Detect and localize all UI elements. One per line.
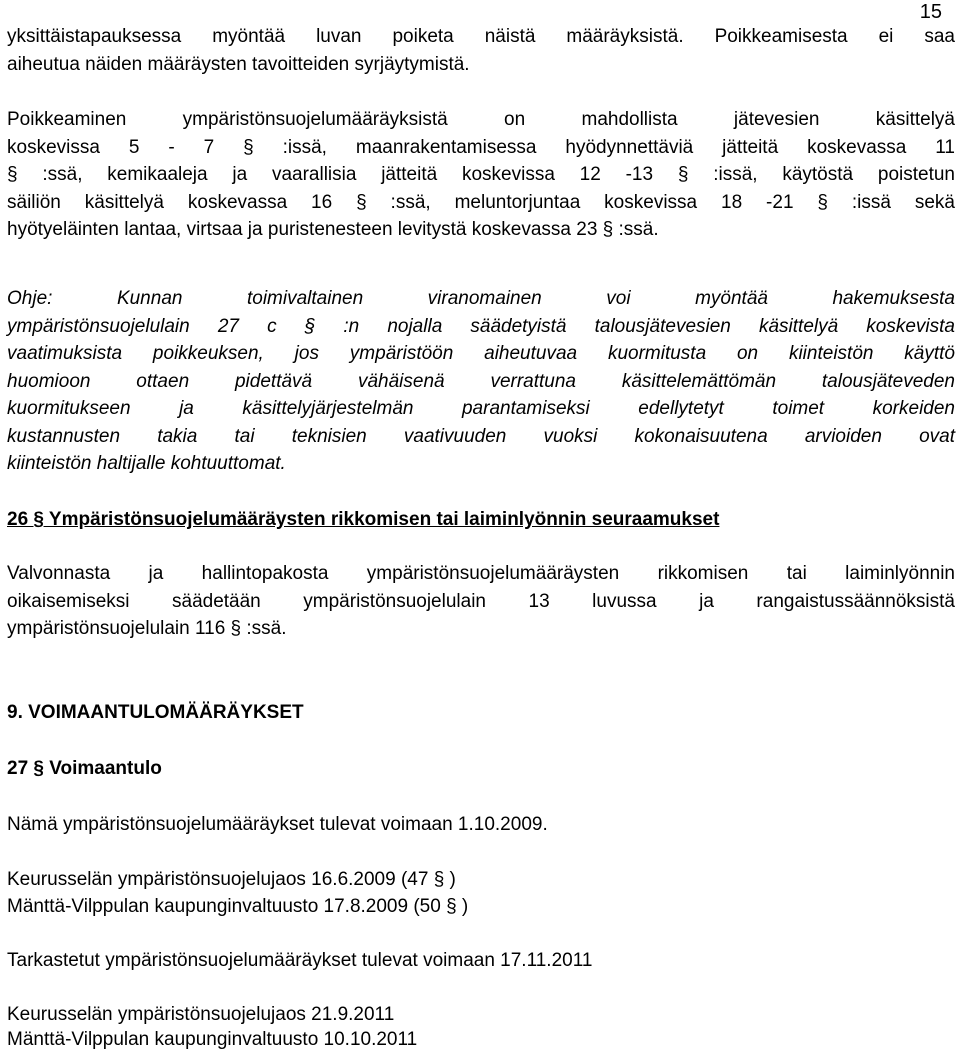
paragraph-line: kuormitukseen ja käsittelyjärjestelmän parantamiseksi edellytetyt toimet korkeiden bbox=[7, 398, 955, 419]
paragraph-line: Valvonnasta ja hallintopakosta ympäristönsuojelumääräysten rikkomisen tai laiminlyönnin bbox=[7, 563, 955, 584]
chapter-9-heading: 9. VOIMAANTULOMÄÄRÄYKSET bbox=[7, 702, 304, 723]
paragraph-line: vaatimuksista poikkeuksen, jos ympäristöön aiheutuvaa kuormitusta on kiinteistön käyttö bbox=[7, 343, 955, 364]
approval-line: Mänttä-Vilppulan kaupunginvaltuusto 17.8.2009 (50 § ) bbox=[7, 896, 469, 917]
deviation-paragraph bbox=[7, 106, 955, 244]
approval-line: Mänttä-Vilppulan kaupunginvaltuusto 10.10.2011 bbox=[7, 1029, 418, 1050]
effective-date-statement: Nämä ympäristönsuojelumääräykset tulevat voimaan 1.10.2009. bbox=[7, 814, 548, 835]
paragraph-line: kustannusten takia tai teknisien vaativuuden vuoksi kokonaisuutena arvioiden ovat bbox=[7, 425, 955, 447]
revised-effective-statement: Tarkastetut ympäristönsuojelumääräykset tulevat voimaan 17.11.2011 bbox=[7, 950, 593, 971]
paragraph-line: säiliön käsittelyä koskevassa 16 § :ssä, meluntorjuntaa koskevissa 18 -21 § :issä sekä bbox=[7, 191, 955, 213]
paragraph-line: § :ssä, kemikaaleja ja vaarallisia jätteitä koskevissa 12 -13 § :issä, käytöstä poistetun bbox=[7, 164, 955, 185]
section-26-heading: 26 § Ympäristönsuojelumääräysten rikkomisen tai laiminlyönnin seuraamukset bbox=[7, 509, 720, 530]
intro-paragraph bbox=[7, 23, 955, 78]
paragraph-line: ympäristönsuojelulain 116 § :ssä. bbox=[7, 618, 287, 639]
intro-line: yksittäistapauksessa myöntää luvan poiketa näistä määräyksistä. Poikkeamisesta ei saa bbox=[7, 26, 955, 47]
approval-line: Keurusselän ympäristönsuojelujaos 16.6.2009 (47 § ) bbox=[7, 869, 456, 890]
paragraph-line: Poikkeaminen ympäristönsuojelumääräyksistä on mahdollista jätevesien käsittelyä bbox=[7, 109, 955, 130]
guidance-paragraph bbox=[7, 285, 955, 478]
paragraph-line: Ohje: Kunnan toimivaltainen viranomainen voi myöntää hakemuksesta bbox=[7, 288, 955, 309]
section-26-body bbox=[7, 560, 955, 643]
page-number: 15 bbox=[919, 1, 942, 23]
paragraph-line: ympäristönsuojelulain 27 c § :n nojalla säädetyistä talousjätevesien käsittelyä koskevista bbox=[7, 315, 955, 337]
approval-line: Keurusselän ympäristönsuojelujaos 21.9.2011 bbox=[7, 1004, 395, 1025]
paragraph-line: kiinteistön haltijalle kohtuuttomat. bbox=[7, 453, 286, 474]
section-27-heading: 27 § Voimaantulo bbox=[7, 758, 162, 779]
paragraph-line: hyötyeläinten lantaa, virtsaa ja puristenesteen levitystä koskevassa 23 § :ssä. bbox=[7, 219, 659, 240]
intro-line: aiheutua näiden määräysten tavoitteiden syrjäytymistä. bbox=[7, 53, 470, 75]
paragraph-line: koskevissa 5 - 7 § :issä, maanrakentamisessa hyödynnettäviä jätteitä koskevassa 11 bbox=[7, 136, 955, 158]
paragraph-line: huomioon ottaen pidettävä vähäisenä verrattuna käsittelemättömän talousjäteveden bbox=[7, 370, 955, 392]
paragraph-line: oikaisemiseksi säädetään ympäristönsuojelulain 13 luvussa ja rangaistussäännöksistä bbox=[7, 590, 955, 612]
